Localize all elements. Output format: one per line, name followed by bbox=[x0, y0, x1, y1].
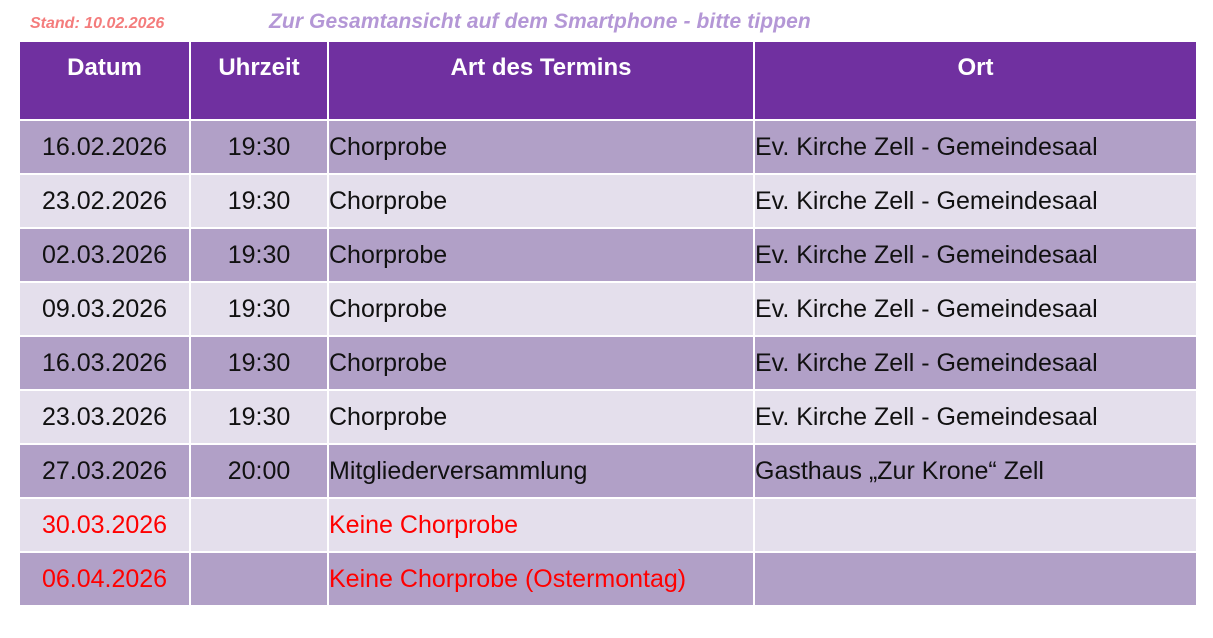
cell-art: Mitgliederversammlung bbox=[328, 444, 754, 498]
column-header-ort: Ort bbox=[754, 41, 1197, 120]
cell-uhrzeit: 19:30 bbox=[190, 120, 328, 174]
cell-uhrzeit: 19:30 bbox=[190, 174, 328, 228]
cell-art: Chorprobe bbox=[328, 174, 754, 228]
cell-uhrzeit: 19:30 bbox=[190, 336, 328, 390]
cell-art: Chorprobe bbox=[328, 228, 754, 282]
cell-uhrzeit: 19:30 bbox=[190, 228, 328, 282]
column-header-uhrzeit: Uhrzeit bbox=[190, 41, 328, 120]
table-header-row bbox=[19, 41, 1197, 120]
cell-art: Chorprobe bbox=[328, 336, 754, 390]
schedule-table bbox=[18, 40, 1198, 607]
cell-datum: 23.02.2026 bbox=[19, 174, 190, 228]
table-row-cancelled bbox=[19, 552, 1197, 606]
table-row bbox=[19, 120, 1197, 174]
cell-uhrzeit: 19:30 bbox=[190, 390, 328, 444]
cell-ort: Ev. Kirche Zell - Gemeindesaal bbox=[754, 174, 1197, 228]
table-row bbox=[19, 228, 1197, 282]
cell-ort: Ev. Kirche Zell - Gemeindesaal bbox=[754, 390, 1197, 444]
cell-ort: Ev. Kirche Zell - Gemeindesaal bbox=[754, 228, 1197, 282]
cell-datum: 27.03.2026 bbox=[19, 444, 190, 498]
cell-uhrzeit bbox=[190, 552, 328, 606]
cell-ort bbox=[754, 498, 1197, 552]
cell-art: Keine Chorprobe (Ostermontag) bbox=[328, 552, 754, 606]
cell-ort bbox=[754, 552, 1197, 606]
cell-art: Chorprobe bbox=[328, 282, 754, 336]
cell-ort: Gasthaus „Zur Krone“ Zell bbox=[754, 444, 1197, 498]
cell-datum: 02.03.2026 bbox=[19, 228, 190, 282]
cell-datum: 16.02.2026 bbox=[19, 120, 190, 174]
cell-ort: Ev. Kirche Zell - Gemeindesaal bbox=[754, 120, 1197, 174]
cell-uhrzeit bbox=[190, 498, 328, 552]
stand-date: Stand: 10.02.2026 bbox=[30, 15, 165, 32]
cell-datum: 06.04.2026 bbox=[19, 552, 190, 606]
cell-art: Keine Chorprobe bbox=[328, 498, 754, 552]
cell-art: Chorprobe bbox=[328, 120, 754, 174]
table-row bbox=[19, 282, 1197, 336]
table-row bbox=[19, 444, 1197, 498]
cell-datum: 23.03.2026 bbox=[19, 390, 190, 444]
column-header-art: Art des Termins bbox=[328, 41, 754, 120]
cell-ort: Ev. Kirche Zell - Gemeindesaal bbox=[754, 336, 1197, 390]
cell-datum: 16.03.2026 bbox=[19, 336, 190, 390]
table-row bbox=[19, 174, 1197, 228]
cell-uhrzeit: 20:00 bbox=[190, 444, 328, 498]
smartphone-view-link[interactable]: Zur Gesamtansicht auf dem Smartphone - bitte tippen bbox=[269, 10, 811, 33]
column-header-datum: Datum bbox=[19, 41, 190, 120]
cell-datum: 30.03.2026 bbox=[19, 498, 190, 552]
cell-datum: 09.03.2026 bbox=[19, 282, 190, 336]
cell-uhrzeit: 19:30 bbox=[190, 282, 328, 336]
table-row bbox=[19, 336, 1197, 390]
table-row bbox=[19, 390, 1197, 444]
cell-ort: Ev. Kirche Zell - Gemeindesaal bbox=[754, 282, 1197, 336]
cell-art: Chorprobe bbox=[328, 390, 754, 444]
table-row-cancelled bbox=[19, 498, 1197, 552]
